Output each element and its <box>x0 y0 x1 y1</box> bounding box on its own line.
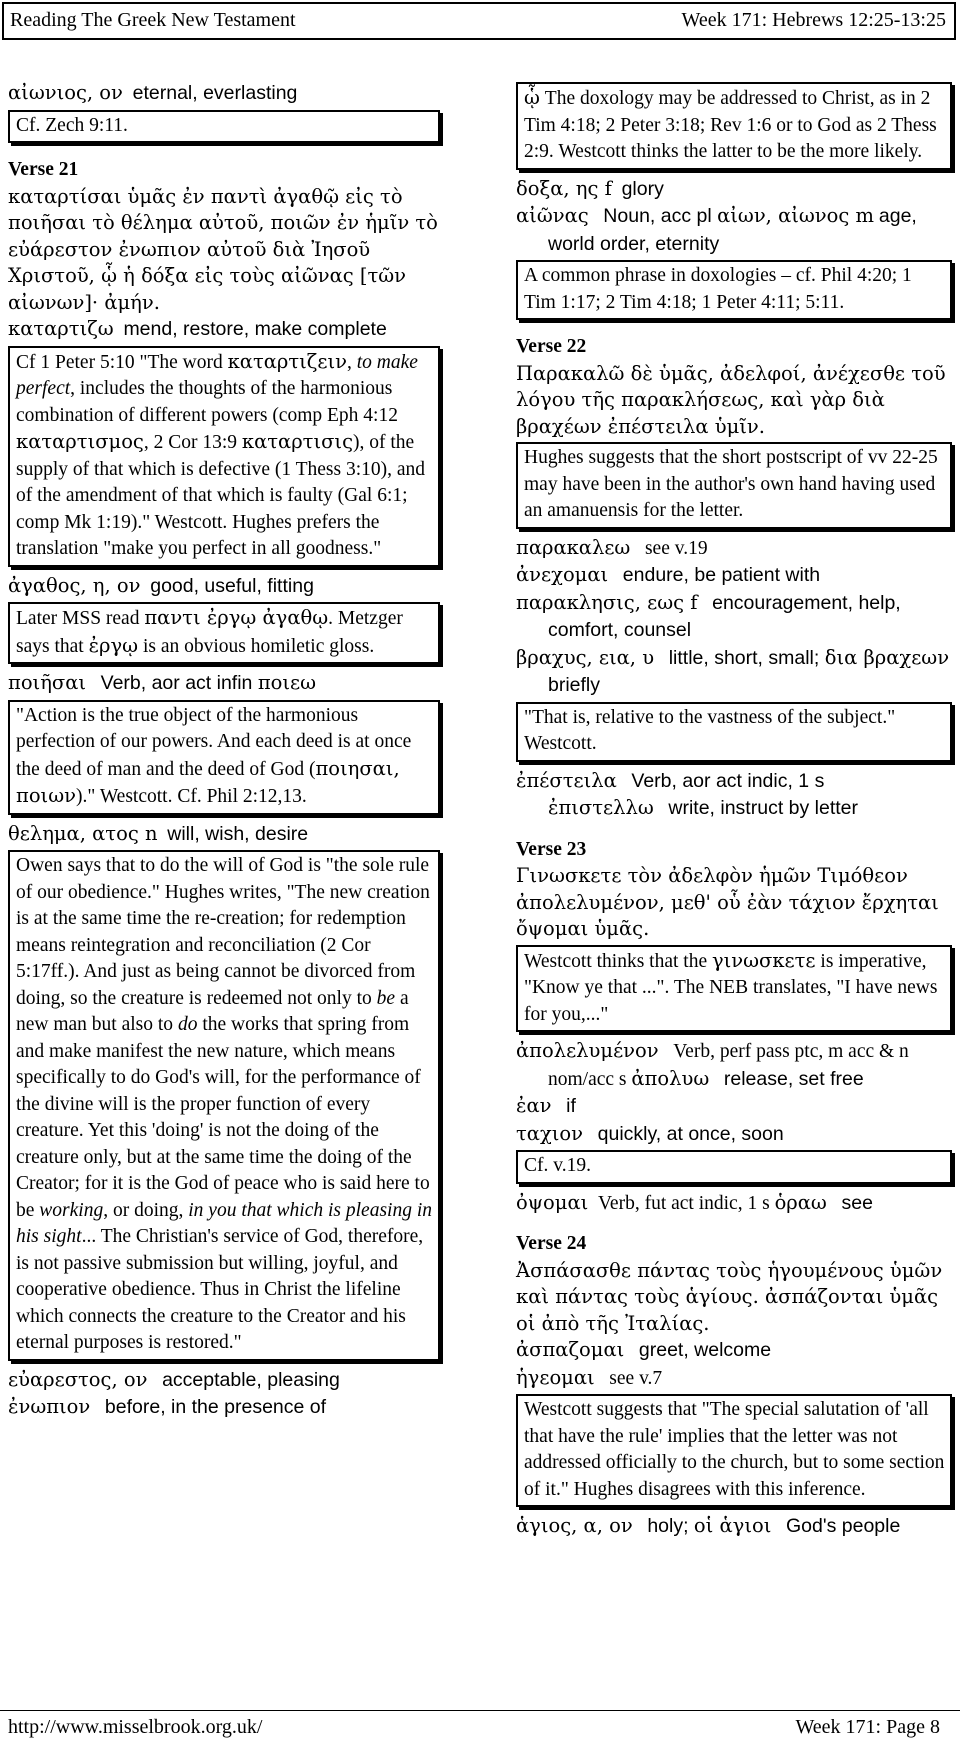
note-box: Later MSS read παντι ἐργῳ ἀγαθῳ. Metzger says that ἐργῳ is an obvious homiletic gloss. <box>8 602 440 664</box>
verse-heading: Verse 23 <box>516 838 587 860</box>
vocab-entry: ταχιον quickly, at once, soon <box>516 1121 784 1145</box>
vocab-entry: ἡγεομαι see v.7 <box>516 1365 663 1389</box>
note-box: "That is, relative to the vastness of the subject." Westcott. <box>516 702 952 762</box>
note-box: Westcott thinks that the γινωσκετε is imperative, "Know ye that ...". The NEB translates, "I have news for you,..." <box>516 945 952 1033</box>
vocab-entry: ὀψομαι Verb, fut act indic, 1 s ὁραω see <box>516 1190 873 1214</box>
right-column <box>516 80 956 1541</box>
vocab-entry: ἀσπαζομαι greet, welcome <box>516 1338 772 1361</box>
footer-page-number: Week 171: Page 8 <box>795 1716 940 1738</box>
vocab-entry: ἐνωπιον before, in the presence of <box>8 1395 327 1418</box>
vocab-entry: ἐπέστειλα Verb, aor act indic, 1 s ἐπιστελλω write, instruct by letter <box>516 768 859 819</box>
vocab-entry: ἀγαθος, η, ον good, useful, fitting <box>8 573 314 597</box>
vocab-entry: ἀνεχομαι endure, be patient with <box>516 563 821 586</box>
left-column <box>8 80 444 1422</box>
note-box: Cf. Zech 9:11. <box>8 110 440 144</box>
verse-text: Ἀσπάσασθε πάντας τοὺς ἡγουμένους ὑμῶν καὶ πάντας τοὺς ἁγίους. ἀσπάζονται ὑμᾶς οἱ ἀπὸ τῆς Ἰταλίας. <box>516 1258 943 1335</box>
vocab-entry: ποιῆσαι Verb, aor act infin ποιεω <box>8 671 317 694</box>
verse-text: Παρακαλῶ δὲ ὑμᾶς, ἀδελφοί, ἀνέχεσθε τοῦ λόγου τῆς παρακλήσεως, καὶ γὰρ διὰ βραχέων ἐπέστειλα ὑμῖν. <box>516 361 946 438</box>
vocab-entry: θελημα, ατος n will, wish, desire <box>8 821 309 845</box>
vocab-entry: ἀπολελυμένον Verb, perf pass ptc, m acc & n nom/acc s ἀπολυω release, set free <box>516 1039 909 1090</box>
vocab-entry: δοξα, ης f glory <box>516 176 664 200</box>
vocab-entry: παρακλησις, εως f encouragement, help, comfort, counsel <box>516 590 901 641</box>
footer-rule <box>0 1710 960 1711</box>
footer-url-link[interactable]: http://www.misselbrook.org.uk/ <box>8 1716 263 1738</box>
header-week: Week 171: Hebrews 12:25-13:25 <box>681 9 946 31</box>
note-box: Owen says that to do the will of God is "the sole rule of our obedience." Hughes writes, "The new creation is at the same time the re-creation; for redemption means reintegration and reconciliation (2 Cor 5:17ff.). And just as being cannot be divorced from doing, so the creature is redeemed not only to be a new man but also to do the works that spring from and make manifest the new nature, which means specifically to do God's will, for the performance of the divine will is the proper function of every creature. Yet this 'doing' is not the doing of the creature only, but at the same time the doing of the Creator; for it is the God of peace who is said here to be working, or doing, in you that which is pleasing in his sight... The Christian's service of God, therefore, is not passive submission but willing, joyful, and cooperative obedience. Thus in Christ the lifeline which connects the creature to the Creator and his eternal purposes is restored." <box>8 850 440 1361</box>
vocab-entry: βραχυς, εια, υ little, short, small; δια βραχεων briefly <box>516 645 950 696</box>
note-box: Hughes suggests that the short postscript of vv 22-25 may have been in the author's own hand having used an amanuensis for the letter. <box>516 442 952 529</box>
verse-text: καταρτίσαι ὑμᾶς ἐν παντὶ ἀγαθῷ εἰς τὸ ποιῆσαι τὸ θέλημα αὐτοῦ, ποιῶν ἐν ἡμῖν τὸ εὐάρεστον ἐνωπιον αὐτοῦ διὰ Ἰησοῦ Χριστοῦ, ᾧ ἡ δόξα εἰς τοὺς αἰῶνας [τῶν αἰωνων]· ἀμήν. <box>8 184 438 314</box>
note-box: ᾧ The doxology may be addressed to Christ, as in 2 Tim 4:18; 2 Peter 3:18; Rev 1:6 or to God as 2 Thess 2:9. Westcott thinks the latter to be the more likely. <box>516 82 952 170</box>
note-box: Westcott suggests that "The special salutation of 'all that have the rule' implies that the letter was not addressed officially to the church, but to some section of it." Hughes disagrees with this inference. <box>516 1394 952 1507</box>
note-box: "Action is the true object of the harmonious perfection of our powers. And each deed is at once the deed of man and the deed of God (ποιησαι, ποιων)." Westcott. Cf. Phil 2:12,13. <box>8 700 440 815</box>
vocab-entry: ἐαν if <box>516 1094 576 1117</box>
verse-heading: Verse 22 <box>516 336 587 357</box>
note-box: A common phrase in doxologies – cf. Phil 4:20; 1 Tim 1:17; 2 Tim 4:18; 1 Peter 4:11; 5:11. <box>516 260 952 320</box>
vocab-entry: ἁγιος, α, ον holy; οἱ ἁγιοι God's people <box>516 1514 901 1537</box>
note-box: Cf. v.19. <box>516 1150 952 1184</box>
vocab-entry: εὐαρεστος, ον acceptable, pleasing <box>8 1367 340 1391</box>
vocab-entry: αἰωνιος, ον eternal, everlasting <box>8 81 298 104</box>
note-box: Cf 1 Peter 5:10 "The word καταρτιζειν, to make perfect, includes the thoughts of the harmonious combination of different powers (comp Eph 4:12 καταρτισμος, 2 Cor 13:9 καταρτισις), of the supply of that which is defective (1 Thess 3:10), and of the amendment of that which is faulty (Gal 6:1; comp Mk 1:19)." Westcott. Hughes prefers the translation "make you perfect in all goodness." <box>8 346 440 567</box>
verse-text: Γινωσκετε τὸν ἀδελφὸν ἡμῶν Τιμόθεον ἀπολελυμένον, μεθ' οὗ ἐὰν τάχιον ἔρχηται ὄψομαι ὑμᾶς. <box>516 864 939 940</box>
page-header <box>2 2 956 40</box>
verse-heading: Verse 24 <box>516 1233 587 1254</box>
header-title: Reading The Greek New Testament <box>10 9 296 31</box>
vocab-entry: αἰῶνας Noun, acc pl αἰων, αἰωνος m age, world order, eternity <box>516 204 917 255</box>
vocab-entry: παρακαλεω see v.19 <box>516 535 708 559</box>
vocab-entry: καταρτιζω mend, restore, make complete <box>8 317 387 340</box>
verse-heading: Verse 21 <box>8 159 79 180</box>
